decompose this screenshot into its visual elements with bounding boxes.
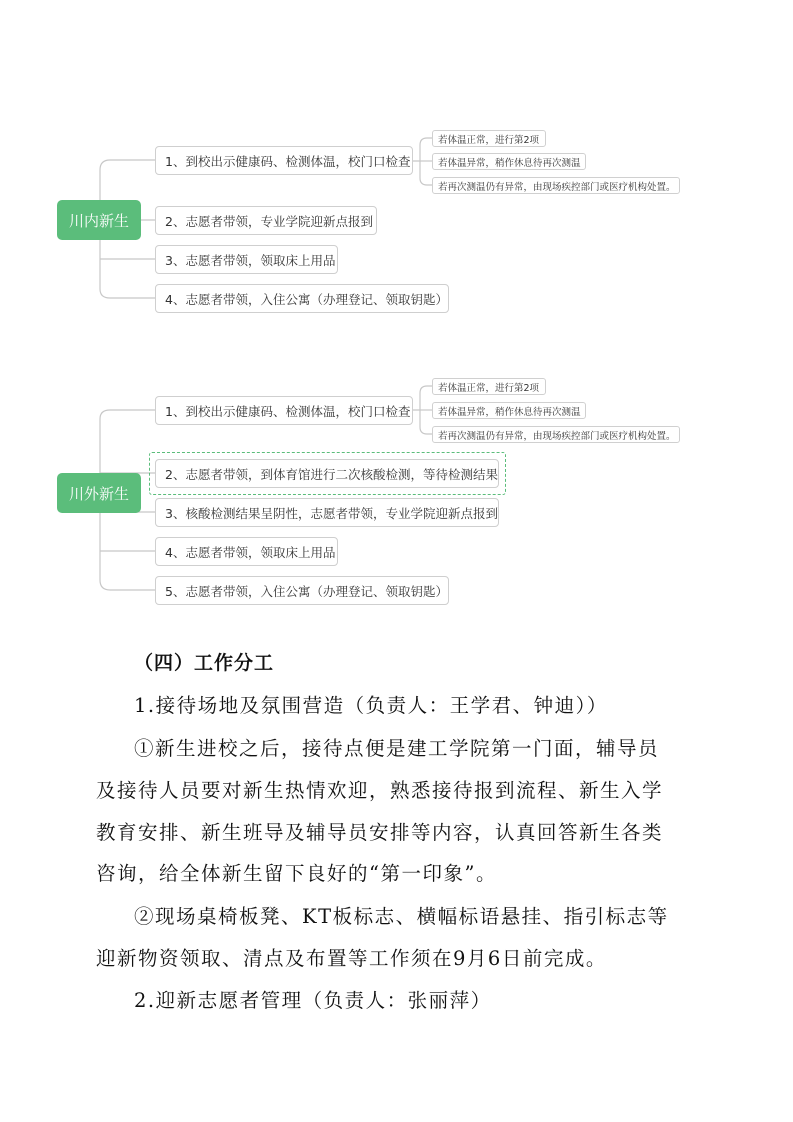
mindmap2-sub-3: 若再次测温仍有异常，由现场疾控部门或医疗机构处置。	[432, 426, 680, 443]
para1-line-2: 及接待人员要对新生热情欢迎，熟悉接待报到流程、新生入学	[96, 779, 664, 802]
mindmap2-step-1: 1、到校出示健康码、检测体温，校门口检查	[155, 396, 413, 425]
mindmap1-step-1: 1、到校出示健康码、检测体温，校门口检查	[155, 146, 413, 175]
para2-line-1: ②现场桌椅板凳、KT板标志、横幅标语悬挂、指引标志等	[134, 905, 669, 928]
mindmap2-step-5: 5、志愿者带领，入住公寓（办理登记、领取钥匙）	[155, 576, 449, 605]
item2-title: 2.迎新志愿者管理（负责人：张丽萍）	[134, 989, 492, 1012]
para1-line-1: ①新生进校之后，接待点便是建工学院第一门面，辅导员	[134, 737, 660, 760]
mindmap1-step-3: 3、志愿者带领，领取床上用品	[155, 245, 338, 274]
mindmap2-sub-1: 若体温正常，进行第2项	[432, 378, 546, 395]
mindmap2-root: 川外新生	[57, 473, 141, 513]
mindmap1-root: 川内新生	[57, 200, 141, 240]
mindmap1-step-4: 4、志愿者带领，入住公寓（办理登记、领取钥匙）	[155, 284, 449, 313]
mindmap1-sub-3: 若再次测温仍有异常，由现场疾控部门或医疗机构处置。	[432, 177, 680, 194]
para1-line-4: 咨询，给全体新生留下良好的“第一印象”。	[96, 862, 497, 885]
mindmap2-step-3: 3、核酸检测结果呈阴性，志愿者带领，专业学院迎新点报到	[155, 498, 499, 527]
section-heading: （四）工作分工	[134, 652, 275, 674]
para2-line-2: 迎新物资领取、清点及布置等工作须在9月6日前完成。	[96, 947, 607, 970]
mindmap1-sub-1: 若体温正常，进行第2项	[432, 130, 546, 147]
mindmap1-sub-2: 若体温异常，稍作休息待再次测温	[432, 153, 586, 170]
mindmap2-sub-2: 若体温异常，稍作休息待再次测温	[432, 402, 586, 419]
item1-title: 1.接待场地及氛围营造（负责人：王学君、钟迪））	[134, 694, 608, 717]
mindmap2-step-4: 4、志愿者带领，领取床上用品	[155, 537, 338, 566]
mindmap2-step-2: 2、志愿者带领，到体育馆进行二次核酸检测，等待检测结果	[155, 459, 499, 488]
para1-line-3: 教育安排、新生班导及辅导员安排等内容，认真回答新生各类	[96, 821, 664, 844]
mindmap1-step-2: 2、志愿者带领，专业学院迎新点报到	[155, 206, 377, 235]
